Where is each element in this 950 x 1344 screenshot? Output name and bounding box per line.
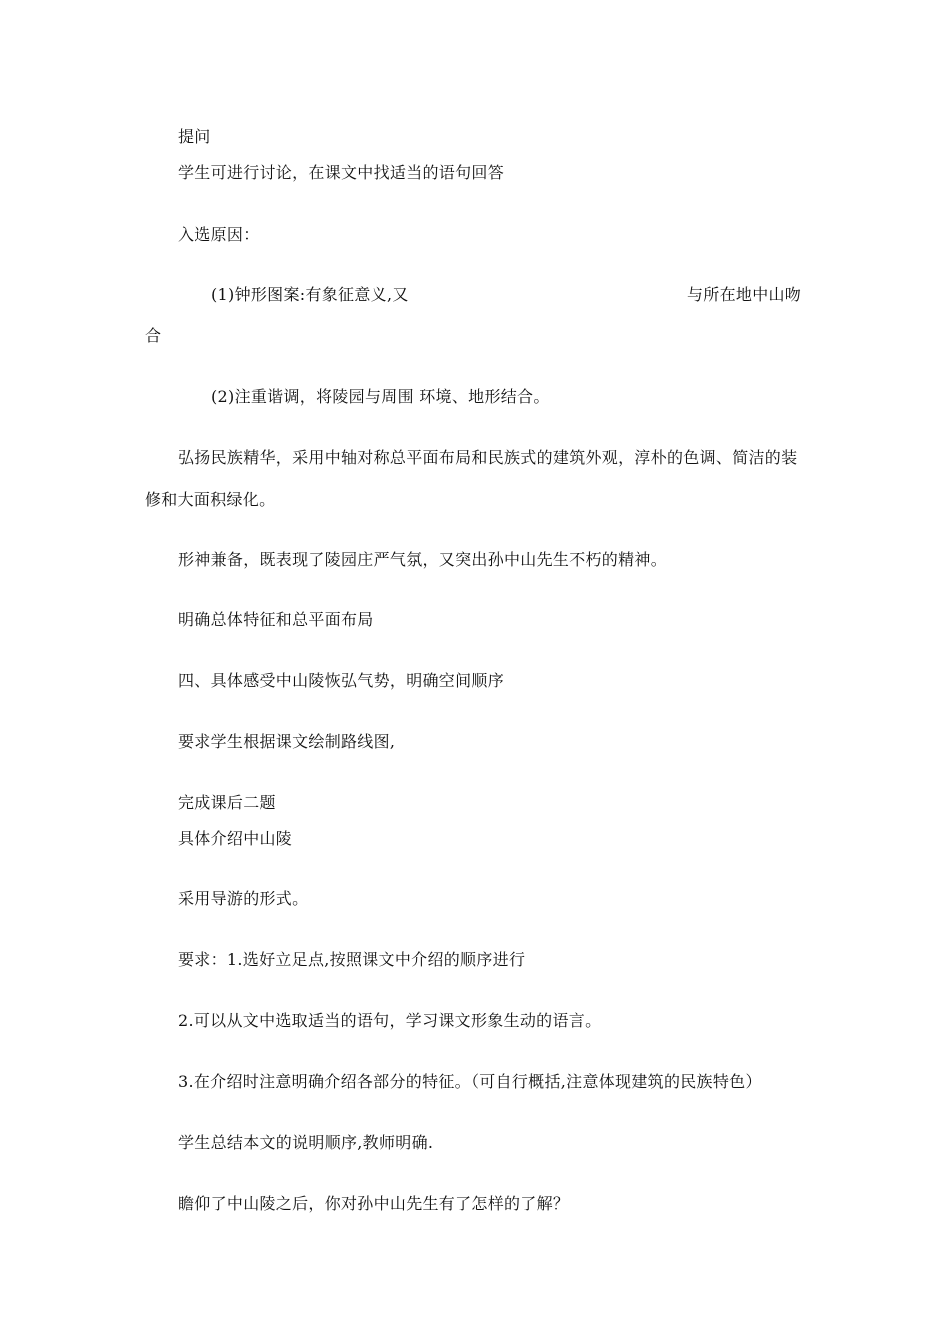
- text-paragraph-national-essence: 弘扬民族精华，采用中轴对称总平面布局和民族式的建筑外观，淳朴的色调、简洁的装修和大面积绿化。: [145, 448, 798, 509]
- text-line-reason-1-wrap: 合: [145, 326, 162, 345]
- text-line-tiwen: 提问: [178, 127, 211, 146]
- text-line-overall-features: 明确总体特征和总平面布局: [178, 610, 374, 629]
- text-line-reason-2: (2)注重谐调，将陵园与周围 环境、地形结合。: [211, 387, 550, 406]
- text-line-student-discussion: 学生可进行讨论，在课文中找适当的语句回答: [178, 163, 505, 182]
- text-line-reason-1-start: (1)钟形图案:有象征意义,又: [211, 285, 409, 304]
- text-line-requirement-3: 3.在介绍时注意明确介绍各部分的特征。（可自行概括,注意体现建筑的民族特色）: [178, 1072, 762, 1091]
- text-line-reason-1-end: 与所在地中山吻: [687, 285, 802, 304]
- text-line-selection-reasons: 入选原因：: [178, 225, 260, 244]
- text-line-tour-guide: 采用导游的形式。: [178, 889, 309, 908]
- text-line-requirement-1: 要求：1.选好立足点,按照课文中介绍的顺序进行: [178, 950, 526, 969]
- text-line-homework: 完成课后二题: [178, 793, 276, 812]
- text-line-route-map: 要求学生根据课文绘制路线图,: [178, 732, 396, 751]
- text-line-question: 瞻仰了中山陵之后，你对孙中山先生有了怎样的了解？: [178, 1194, 570, 1213]
- text-line-requirement-2: 2.可以从文中选取适当的语句，学习课文形象生动的语言。: [178, 1011, 602, 1030]
- text-line-introduce: 具体介绍中山陵: [178, 829, 293, 848]
- section-heading-four: 四、具体感受中山陵恢弘气势，明确空间顺序: [178, 671, 505, 690]
- text-line-summary: 学生总结本文的说明顺序,教师明确.: [178, 1133, 434, 1152]
- text-line-form-and-spirit: 形神兼备，既表现了陵园庄严气氛，又突出孙中山先生不朽的精神。: [178, 550, 668, 569]
